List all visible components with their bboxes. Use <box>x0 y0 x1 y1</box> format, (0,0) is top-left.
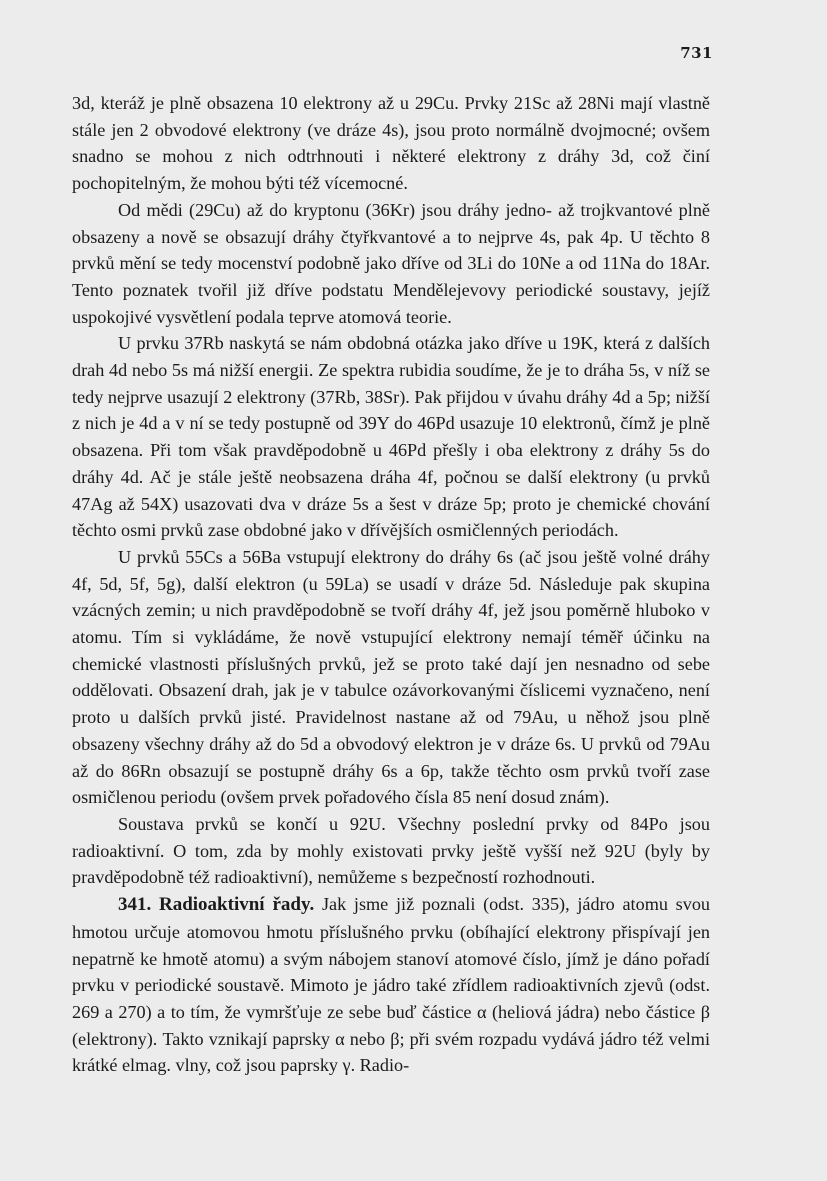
section-title: Radioaktivní řady. <box>158 894 315 916</box>
section-text: Jak jsme již poznali (odst. 335), jádro atomu svou hmotou určuje atomovou hmotu příslušného prvku (obíhající elektrony přispívají jen nepatrně ke hmotě atomu) a svým nábojem stanoví atomové číslo, jímž je dáno pořadí prvku v periodické soustavě. Mimoto je jádro také zřídlem radioaktivních zjevů (odst. 269 a 270) a to tím, že vymršťuje ze sebe buď částice α (heliová jádra) nebo částice β (elektrony). Takto vznikají paprsky α nebo β; při svém rozpadu vydává jádro též velmi krátké elmag. vlny, což jsou paprsky γ. Radio- <box>72 894 711 1076</box>
body-text <box>72 90 710 1079</box>
paragraph-copper-krypton: Od mědi (29Cu) až do kryptonu (36Kr) jsou dráhy jedno- až trojkvantové plně obsazeny a nově se obsazují dráhy čtyřkvantové a to nejprve 4s, pak 4p. U těchto 8 prvků mění se tedy mocenství podobně jako dříve od 3Li do 10Ne a od 11Na do 18Ar. Tento poznatek tvořil již dříve podstatu Mendělejevovy periodické soustavy, jejíž uspokojivé vysvětlení podala teprve atomová teorie. <box>72 199 710 327</box>
paragraph-rubidium: U prvku 37Rb naskytá se nám obdobná otázka jako dříve u 19K, která z dalších drah 4d nebo 5s má nižší energii. Ze spektra rubidia soudíme, že je to dráha 5s, v níž se tedy nejprve usazují 2 elektrony (37Rb, 38Sr). Pak přijdou v úvahu dráhy 4d a 5p; nižší z nich je 4d a v ní se tedy postupně od 39Y do 46Pd usazuje 10 elektronů, čímž je plně obsazena. Při tom však pravděpodobně u 46Pd přešly i oba elektrony z dráhy 5s do dráhy 4d. Ač je stále ještě neobsazena dráha 4f, počnou se další elektrony (u prvků 47Ag až 54X) usazovati dva v dráze 5s a šest v dráze 5p; proto je chemické chování těchto osmi prvků zase obdobné jako v dřívějších osmičlenných periodách. <box>72 333 710 541</box>
paragraph-continuation: 3d, kteráž je plně obsazena 10 elektrony až u 29Cu. Prvky 21Sc až 28Ni mají vlastně stále jen 2 obvodové elektrony (ve dráze 4s), jsou proto normálně dvojmocné; ovšem snadno se mohou z nich odtrhnouti i některé elektrony z dráhy 3d, což činí pochopitelným, že mohou býti též vícemocné. <box>72 93 710 194</box>
page-number: 731 <box>680 44 713 62</box>
paragraph-uranium: Soustava prvků se končí u 92U. Všechny poslední prvky od 84Po jsou radioaktivní. O tom, zda by mohly existovati prvky ještě vyšší než 92U (byly by pravděpodobně též radioaktivní), nemůžeme s bezpečností rozhodnouti. <box>72 813 710 888</box>
section-341 <box>72 891 710 1079</box>
paragraph-cesium-barium: U prvků 55Cs a 56Ba vstupují elektrony do dráhy 6s (ač jsou ještě volné dráhy 4f, 5d, 5f, 5g), další elektron (u 59La) se usadí v dráze 5d. Následuje pak skupina vzácných zemin; u nich pravděpodobně se tvoří dráhy 4f, jež jsou poměrně hluboko v atomu. Tím si vykládáme, že nově vstupující elektrony nemají téměř účinku na chemické vlastnosti příslušných prvků, jež se proto také dají jen nesnadno od sebe oddělovati. Obsazení drah, jak je v tabulce ozávorkovanými číslicemi vyznačeno, není proto u dalších prvků jisté. Pravidelnost nastane až od 79Au, u něhož jsou plně obsazeny všechny dráhy až do 5d a obvodový elektron je v dráze 6s. U prvků od 79Au až do 86Rn obsazují se postupně dráhy 6s a 6p, takže těchto osm prvků tvoří zase osmičlenou periodu (ovšem prvek pořadového čísla 85 není dosud znám). <box>72 546 710 808</box>
section-number: 341. <box>118 894 152 916</box>
